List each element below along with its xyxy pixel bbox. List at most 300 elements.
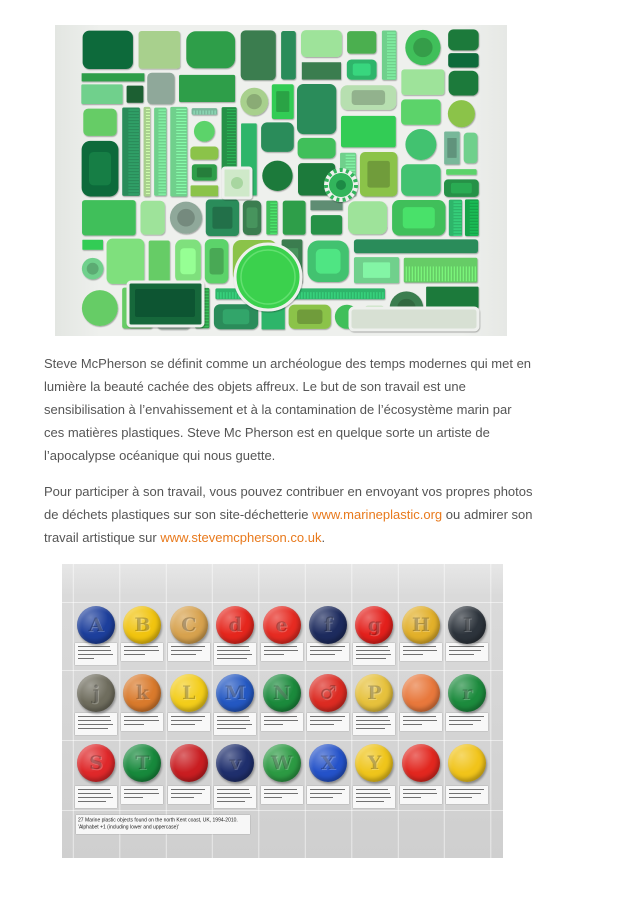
cap-label-card bbox=[307, 643, 349, 661]
plastic-object bbox=[191, 185, 219, 196]
cap-label-card bbox=[214, 713, 256, 735]
card-text-line bbox=[171, 793, 203, 794]
plastic-object bbox=[227, 115, 236, 116]
cap-label-card bbox=[214, 786, 256, 808]
plastic-object bbox=[350, 308, 478, 330]
plastic-object bbox=[387, 69, 396, 70]
plastic-object bbox=[387, 66, 396, 67]
board-grid-line bbox=[62, 810, 503, 811]
plastic-object bbox=[128, 116, 139, 117]
bottle-cap bbox=[448, 744, 486, 782]
plastic-object bbox=[387, 39, 396, 40]
plastic-object bbox=[346, 161, 356, 162]
plastic-object bbox=[176, 130, 186, 131]
plastic-object bbox=[301, 292, 302, 298]
plastic-object bbox=[220, 292, 221, 298]
card-text-line bbox=[217, 650, 250, 651]
board-grid-line bbox=[62, 602, 503, 603]
plastic-object bbox=[128, 122, 139, 123]
plastic-object bbox=[146, 166, 150, 167]
card-text-line bbox=[356, 658, 386, 659]
plastic-object bbox=[146, 118, 150, 119]
plastic-object bbox=[346, 158, 356, 159]
plastic-object bbox=[448, 266, 449, 281]
plastic-object bbox=[387, 57, 396, 58]
card-text-line bbox=[217, 797, 252, 798]
plastic-object bbox=[146, 124, 150, 125]
cap-label-card bbox=[121, 713, 163, 731]
plastic-object bbox=[107, 239, 145, 284]
cap-letter: S bbox=[89, 751, 103, 774]
cap-letter: g bbox=[367, 613, 382, 636]
card-text-line bbox=[78, 797, 113, 798]
plastic-object bbox=[128, 194, 139, 195]
plastic-object bbox=[227, 124, 236, 125]
plastic-object bbox=[158, 182, 165, 183]
card-text-line bbox=[356, 646, 388, 647]
paragraph-line: l’apocalypse océanique qui nous guette. bbox=[44, 448, 276, 463]
cap-letter: L bbox=[182, 681, 196, 704]
stevemcpherson-link[interactable]: www.stevemcpherson.co.uk bbox=[160, 530, 322, 545]
plastic-object bbox=[176, 112, 186, 113]
collage-svg bbox=[55, 25, 507, 336]
card-text-line bbox=[310, 789, 345, 790]
card-text-line bbox=[124, 789, 157, 790]
plastic-object bbox=[433, 266, 434, 281]
board-grid-line bbox=[62, 740, 503, 741]
plastic-object bbox=[128, 146, 139, 147]
plastic-object bbox=[158, 122, 165, 123]
plastic-object bbox=[146, 136, 150, 137]
cap-label-card bbox=[121, 786, 163, 804]
plastic-object bbox=[146, 190, 150, 191]
plastic-object bbox=[235, 292, 236, 298]
plastic-object bbox=[176, 124, 186, 125]
plastic-object bbox=[352, 292, 353, 298]
paragraph-line: ces matières plastiques. Steve Mc Pherson est en quelque sorte un artiste de bbox=[44, 425, 490, 440]
plastic-object bbox=[283, 201, 306, 235]
plastic-object bbox=[176, 145, 186, 146]
plastic-object bbox=[453, 211, 461, 212]
plastic-object bbox=[146, 121, 150, 122]
card-text-line bbox=[403, 650, 438, 651]
card-text-line bbox=[449, 797, 472, 798]
cap-letter: ♂ bbox=[319, 681, 337, 704]
cap-label-card bbox=[168, 713, 210, 731]
plastic-object bbox=[146, 109, 150, 110]
bottle-cap bbox=[77, 674, 115, 712]
plastic-object bbox=[331, 292, 332, 298]
plastic-object bbox=[146, 184, 150, 185]
plastic-object bbox=[227, 142, 236, 143]
plastic-object bbox=[436, 266, 437, 281]
plastic-object bbox=[301, 30, 342, 57]
plastic-object bbox=[146, 148, 150, 149]
plastic-object bbox=[176, 178, 186, 179]
plastic-object bbox=[241, 30, 276, 80]
cap-letter: v bbox=[229, 751, 241, 774]
plastic-object bbox=[334, 292, 335, 298]
plastic-object bbox=[379, 292, 380, 298]
cap-letter: X bbox=[320, 751, 336, 774]
card-text-line bbox=[217, 789, 249, 790]
plastic-object bbox=[149, 241, 170, 282]
bottle-cap bbox=[402, 606, 440, 644]
cap-letter: N bbox=[272, 681, 291, 704]
plastic-object bbox=[186, 31, 235, 68]
plastic-object bbox=[146, 151, 150, 152]
cap-letter: I bbox=[462, 613, 472, 636]
plastic-object bbox=[409, 266, 410, 281]
board-grid-line bbox=[62, 670, 503, 671]
plastic-object bbox=[387, 75, 396, 76]
plastic-object bbox=[311, 215, 342, 235]
card-text-line bbox=[171, 646, 206, 647]
plastic-object bbox=[412, 266, 413, 281]
cap-label-card bbox=[121, 643, 163, 661]
plastic-object bbox=[451, 183, 472, 193]
card-text-line bbox=[356, 724, 391, 725]
plastic-object bbox=[128, 143, 139, 144]
plastic-object bbox=[457, 266, 458, 281]
plastic-object bbox=[194, 121, 215, 142]
card-text-line bbox=[356, 650, 389, 651]
plastic-object bbox=[470, 216, 478, 217]
plastic-object bbox=[158, 152, 165, 153]
plastic-object bbox=[302, 62, 341, 79]
plastic-object bbox=[210, 248, 224, 275]
bottle-cap bbox=[123, 744, 161, 782]
plastic-object bbox=[307, 292, 308, 298]
plastic-object bbox=[453, 214, 461, 215]
plastic-object bbox=[346, 292, 347, 298]
plastic-object bbox=[128, 137, 139, 138]
plastic-object bbox=[177, 209, 195, 227]
cap-label-card bbox=[353, 643, 395, 665]
plastic-object bbox=[453, 220, 461, 221]
plastic-object bbox=[370, 292, 371, 298]
plastic-object bbox=[470, 204, 478, 205]
plastic-object bbox=[158, 146, 165, 147]
card-text-line bbox=[403, 716, 436, 717]
plastic-object bbox=[146, 139, 150, 140]
plastic-object bbox=[424, 266, 425, 281]
plastic-object bbox=[192, 108, 217, 115]
plastic-object bbox=[401, 69, 444, 95]
plastic-object bbox=[387, 54, 396, 55]
plastic-object bbox=[227, 157, 236, 158]
cap-label-card bbox=[261, 713, 303, 731]
plastic-object bbox=[453, 205, 461, 206]
card-text-line bbox=[310, 720, 342, 721]
plastic-object bbox=[146, 133, 150, 134]
plastic-object bbox=[128, 140, 139, 141]
plastic-object bbox=[128, 173, 139, 174]
card-text-line bbox=[264, 724, 283, 725]
plastic-object bbox=[227, 145, 236, 146]
plastic-object bbox=[223, 292, 224, 298]
plastic-object bbox=[83, 31, 133, 69]
plastic-object bbox=[328, 292, 329, 298]
plastic-object bbox=[227, 160, 236, 161]
plastic-object bbox=[427, 266, 428, 281]
plastic-object bbox=[158, 188, 165, 189]
plastic-object bbox=[337, 292, 338, 298]
plastic-object bbox=[82, 200, 136, 235]
cap-letter: C bbox=[181, 613, 197, 636]
card-text-line bbox=[449, 789, 484, 790]
plastic-object bbox=[464, 133, 478, 164]
card-text-line bbox=[217, 658, 247, 659]
plastic-object bbox=[460, 266, 461, 281]
card-text-line bbox=[217, 724, 252, 725]
cap-letter: k bbox=[135, 681, 149, 704]
plastic-object bbox=[406, 266, 407, 281]
plastic-object bbox=[319, 292, 320, 298]
plastic-object bbox=[176, 127, 186, 128]
bottle-cap bbox=[355, 674, 393, 712]
card-text-line bbox=[78, 793, 111, 794]
plastic-object bbox=[325, 292, 326, 298]
card-text-line bbox=[264, 793, 299, 794]
plastic-object bbox=[229, 292, 230, 298]
plastic-object bbox=[146, 169, 150, 170]
plastic-object bbox=[281, 31, 296, 80]
bottle-cap bbox=[216, 744, 254, 782]
plastic-object bbox=[336, 180, 346, 190]
card-text-line bbox=[403, 654, 423, 655]
plastic-object bbox=[223, 309, 250, 324]
plastic-object bbox=[262, 161, 292, 191]
bottle-cap bbox=[402, 744, 440, 782]
plastic-object bbox=[247, 94, 262, 109]
plastic-object bbox=[270, 230, 277, 231]
plastic-object bbox=[146, 160, 150, 161]
card-text-line bbox=[217, 646, 249, 647]
bottle-cap bbox=[263, 674, 301, 712]
caption-line: 'Alphabet +1 (including lower and uppercase)' bbox=[78, 824, 180, 830]
plastic-object bbox=[158, 128, 165, 129]
plastic-object bbox=[128, 158, 139, 159]
card-text-line bbox=[78, 801, 106, 802]
bottle-cap bbox=[263, 744, 301, 782]
card-text-line bbox=[124, 724, 144, 725]
cap-letter: P bbox=[367, 681, 382, 704]
card-text-line bbox=[217, 728, 246, 729]
plastic-object bbox=[343, 292, 344, 298]
card-text-line bbox=[171, 724, 195, 725]
alphabet-caps-image bbox=[62, 564, 503, 858]
plastic-object bbox=[176, 121, 186, 122]
cap-letter: r bbox=[462, 681, 473, 704]
plastic-object bbox=[158, 137, 165, 138]
plastic-object bbox=[128, 170, 139, 171]
plastic-object bbox=[270, 215, 277, 216]
card-text-line bbox=[124, 646, 157, 647]
plastic-object bbox=[316, 249, 341, 274]
card-text-line bbox=[78, 654, 113, 655]
plastic-object bbox=[227, 136, 236, 137]
cap-letter: B bbox=[134, 613, 151, 636]
card-text-line bbox=[217, 720, 250, 721]
marineplastic-link[interactable]: www.marineplastic.org bbox=[312, 507, 443, 522]
card-text-line bbox=[217, 716, 249, 717]
plastic-object bbox=[82, 240, 103, 250]
card-text-line bbox=[217, 793, 250, 794]
bottle-cap bbox=[123, 674, 161, 712]
intro-paragraph bbox=[44, 352, 544, 467]
plastic-object bbox=[217, 292, 218, 298]
plastic-object bbox=[442, 266, 443, 281]
card-text-line bbox=[264, 716, 297, 717]
plastic-object bbox=[209, 110, 210, 114]
plastic-object bbox=[387, 33, 396, 34]
plastic-object bbox=[179, 75, 235, 102]
plastic-object bbox=[270, 224, 277, 225]
paragraph-text: ou admirer son bbox=[442, 507, 533, 522]
cap-label-card bbox=[261, 643, 303, 661]
green-plastic-collage-image bbox=[55, 25, 507, 336]
plastic-object bbox=[158, 116, 165, 117]
plastic-object bbox=[158, 167, 165, 168]
plastic-object bbox=[197, 168, 212, 178]
plastic-object bbox=[426, 287, 478, 308]
card-text-line bbox=[356, 728, 385, 729]
card-text-line bbox=[171, 720, 203, 721]
plastic-object bbox=[387, 42, 396, 43]
plastic-object bbox=[200, 110, 201, 114]
plastic-object bbox=[358, 292, 359, 298]
card-text-line bbox=[217, 654, 252, 655]
plastic-object bbox=[348, 201, 387, 234]
plastic-object bbox=[470, 222, 478, 223]
plastic-object bbox=[270, 221, 277, 222]
plastic-object bbox=[227, 151, 236, 152]
plastic-object bbox=[297, 84, 336, 134]
plastic-object bbox=[176, 142, 186, 143]
plastic-object bbox=[246, 207, 257, 228]
plastic-object bbox=[453, 229, 461, 230]
plastic-object bbox=[89, 152, 111, 185]
paragraph-line: lumière la beauté cachée des objets affreux. Le but de son travail est une bbox=[44, 379, 466, 394]
plastic-object bbox=[146, 193, 150, 194]
plastic-object bbox=[313, 292, 314, 298]
card-text-line bbox=[171, 650, 203, 651]
plastic-object bbox=[176, 115, 186, 116]
paragraph-text: travail artistique sur bbox=[44, 530, 161, 545]
plastic-object bbox=[158, 194, 165, 195]
card-text-line bbox=[310, 646, 345, 647]
cap-label-card bbox=[446, 713, 488, 731]
paragraph-line: Pour participer à son travail, vous pouvez contribuer en envoyant vos propres photos bbox=[44, 484, 533, 499]
plastic-object bbox=[146, 145, 150, 146]
plastic-object bbox=[226, 292, 227, 298]
plastic-object bbox=[227, 121, 236, 122]
plastic-object bbox=[382, 292, 383, 298]
plastic-object bbox=[316, 292, 317, 298]
card-text-line bbox=[124, 720, 159, 721]
plastic-object bbox=[190, 147, 218, 160]
plastic-object bbox=[176, 163, 186, 164]
card-text-line bbox=[356, 716, 388, 717]
plastic-object bbox=[470, 234, 478, 235]
plastic-object bbox=[128, 149, 139, 150]
card-text-line bbox=[403, 646, 436, 647]
cap-label-card bbox=[400, 713, 442, 731]
cap-letter: W bbox=[270, 751, 293, 774]
plastic-object bbox=[227, 118, 236, 119]
plastic-object bbox=[453, 226, 461, 227]
cap-label-card bbox=[400, 643, 442, 661]
cap-label-card bbox=[353, 786, 395, 808]
cap-label-card bbox=[400, 786, 442, 804]
plastic-object bbox=[146, 175, 150, 176]
card-text-line bbox=[356, 801, 384, 802]
card-text-line bbox=[356, 789, 388, 790]
plastic-object bbox=[82, 73, 145, 81]
card-text-line bbox=[449, 724, 473, 725]
plastic-object bbox=[227, 133, 236, 134]
plastic-object bbox=[463, 266, 464, 281]
bottle-cap bbox=[77, 744, 115, 782]
plastic-object bbox=[387, 72, 396, 73]
plastic-object bbox=[401, 99, 441, 124]
plastic-object bbox=[310, 200, 342, 210]
card-text-line bbox=[78, 728, 108, 729]
plastic-object bbox=[146, 130, 150, 131]
plastic-object bbox=[453, 202, 461, 203]
plastic-object bbox=[176, 166, 186, 167]
card-text-line bbox=[264, 797, 282, 798]
plastic-object bbox=[82, 290, 118, 326]
plastic-object bbox=[146, 142, 150, 143]
plastic-object bbox=[387, 36, 396, 37]
caption-text bbox=[78, 817, 248, 831]
plastic-object bbox=[304, 292, 305, 298]
plastic-object bbox=[128, 179, 139, 180]
plastic-object bbox=[387, 51, 396, 52]
plastic-object bbox=[453, 235, 461, 236]
plastic-object bbox=[340, 292, 341, 298]
plastic-object bbox=[176, 118, 186, 119]
plastic-object bbox=[180, 248, 195, 274]
plastic-object bbox=[472, 266, 473, 281]
card-text-line bbox=[356, 654, 391, 655]
card-text-line bbox=[310, 716, 345, 717]
card-text-line bbox=[310, 797, 333, 798]
bottle-cap bbox=[77, 606, 115, 644]
plastic-object bbox=[297, 309, 322, 324]
plastic-object bbox=[176, 193, 186, 194]
plastic-object bbox=[361, 292, 362, 298]
plastic-object bbox=[128, 131, 139, 132]
bottle-cap bbox=[448, 606, 486, 644]
bottle-cap bbox=[355, 744, 393, 782]
card-text-line bbox=[124, 793, 159, 794]
plastic-object bbox=[466, 266, 467, 281]
card-text-line bbox=[310, 793, 342, 794]
cap-letter: T bbox=[135, 751, 150, 774]
card-text-line bbox=[171, 716, 206, 717]
plastic-object bbox=[227, 112, 236, 113]
bottle-cap bbox=[355, 606, 393, 644]
card-text-line bbox=[78, 724, 113, 725]
bottle-cap bbox=[170, 674, 208, 712]
plastic-object bbox=[276, 91, 289, 112]
plastic-object bbox=[83, 109, 116, 136]
cap-label-card bbox=[353, 713, 395, 735]
plastic-object bbox=[158, 185, 165, 186]
